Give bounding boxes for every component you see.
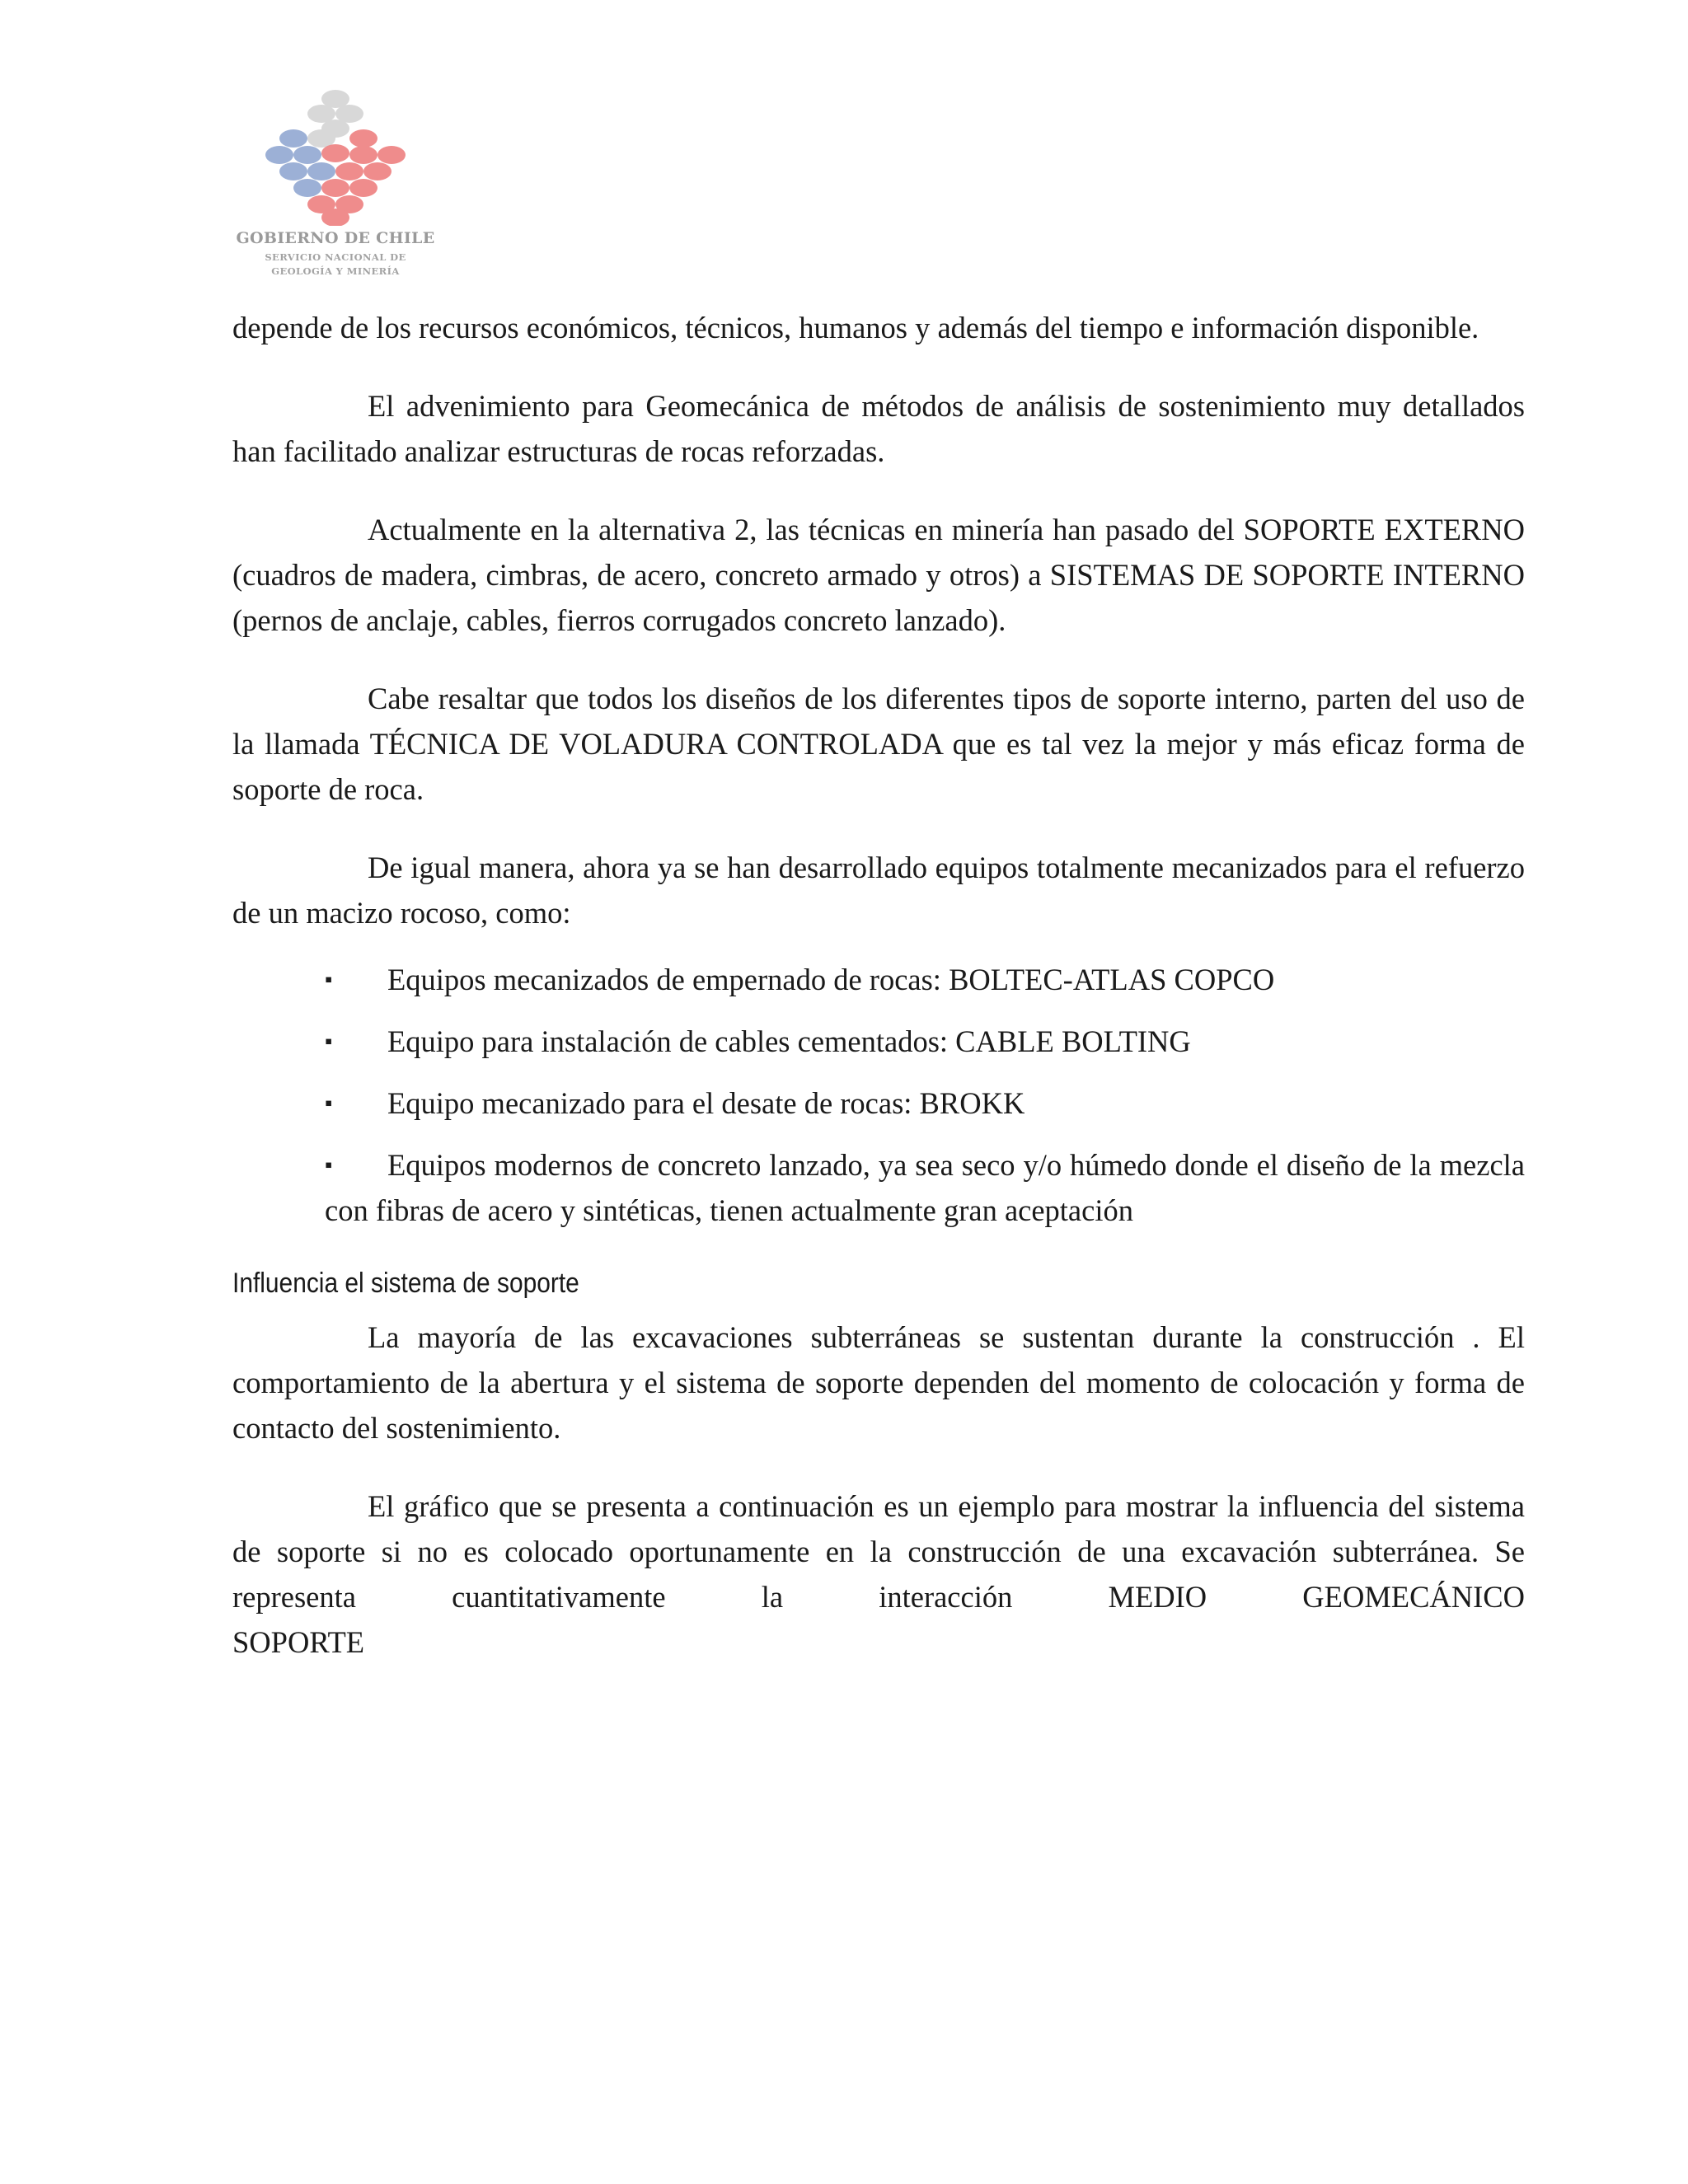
logo-tile — [307, 162, 335, 180]
logo-tile — [321, 209, 349, 226]
logo-subtitle-1: SERVICIO NACIONAL DE — [265, 251, 406, 263]
list-item-text: Equipos mecanizados de empernado de rocas: BOLTEC-ATLAS COPCO — [387, 963, 1275, 996]
paragraph-4: Cabe resaltar que todos los diseños de los diferentes tipos de soporte interno, parten del uso de la llamada TÉCNICA DE VOLADURA CONTROLADA que es tal vez la mejor y más eficaz forma de soporte de roca. — [232, 682, 1525, 806]
gobierno-de-chile-logo — [232, 89, 438, 285]
paragraph-6: La mayoría de las excavaciones subterráneas se sustentan durante la construcción . El comportamiento de la abertura y el sistema de soporte dependen del momento de colocación y forma de contacto del sostenimiento. — [232, 1320, 1525, 1445]
list-item-text: Equipos modernos de concreto lanzado, ya sea seco y/o húmedo donde el diseño de la mezcla con fibras de acero y sintéticas, tienen actualmente gran aceptación — [325, 1148, 1525, 1227]
paragraph-1: depende de los recursos económicos, técnicos, humanos y además del tiempo e información disponible. — [232, 311, 1479, 344]
logo-tile — [349, 179, 377, 197]
logo-tile — [279, 129, 307, 148]
logo-subtitle-2: GEOLOGÍA Y MINERÍA — [271, 265, 400, 277]
logo-tile — [293, 146, 321, 164]
logo-tile — [265, 146, 293, 164]
list-item — [325, 1080, 1525, 1126]
bullet-square-icon: ▪ — [325, 1091, 333, 1115]
logo-tile — [321, 144, 349, 162]
bullet-square-icon: ▪ — [325, 1029, 333, 1053]
list-item — [325, 1019, 1525, 1064]
bullet-square-icon: ▪ — [325, 968, 333, 991]
equipment-list — [232, 957, 1525, 1233]
logo-tile — [279, 162, 307, 180]
paragraph-2: El advenimiento para Geomecánica de métodos de análisis de sostenimiento muy detallados han facilitado analizar estructuras de rocas reforzadas. — [232, 389, 1525, 468]
bullet-square-icon: ▪ — [325, 1153, 333, 1177]
paragraph-7-last-line: SOPORTE — [232, 1625, 365, 1659]
logo-title: GOBIERNO DE CHILE — [236, 229, 435, 247]
diamond-mosaic-icon — [259, 89, 412, 226]
logo-tile — [321, 120, 349, 138]
logo-tile — [349, 146, 377, 164]
section-heading: Influencia el sistema de soporte — [232, 1268, 579, 1299]
logo-tile — [349, 129, 377, 148]
list-item-text: Equipo mecanizado para el desate de rocas: BROKK — [387, 1086, 1025, 1120]
list-item — [325, 957, 1525, 1002]
list-item-text: Equipo para instalación de cables cementados: CABLE BOLTING — [387, 1024, 1191, 1058]
logo-tile — [293, 179, 321, 197]
logo-tile — [321, 179, 349, 197]
logo-tile — [363, 162, 392, 180]
document-body — [232, 305, 1525, 1665]
paragraph-3: Actualmente en la alternativa 2, las técnicas en minería han pasado del SOPORTE EXTERNO (cuadros de madera, cimbras, de acero, concreto armado y otros) a SISTEMAS DE SOPORTE INTERNO (pernos de anclaje, cables, fierros corrugados concreto lanzado). — [232, 513, 1525, 637]
logo-tile — [377, 146, 406, 164]
logo-tile — [335, 162, 363, 180]
list-item — [325, 1142, 1525, 1233]
paragraph-7: El gráfico que se presenta a continuación es un ejemplo para mostrar la influencia del sistema de soporte si no es colocado oportunamente en la construcción de una excavación subterránea. Se representa cuantitativamente la interacción MEDIO GEOMECÁNICO — [232, 1489, 1525, 1614]
paragraph-5: De igual manera, ahora ya se han desarrollado equipos totalmente mecanizados para el refuerzo de un macizo rocoso, como: — [232, 851, 1525, 930]
